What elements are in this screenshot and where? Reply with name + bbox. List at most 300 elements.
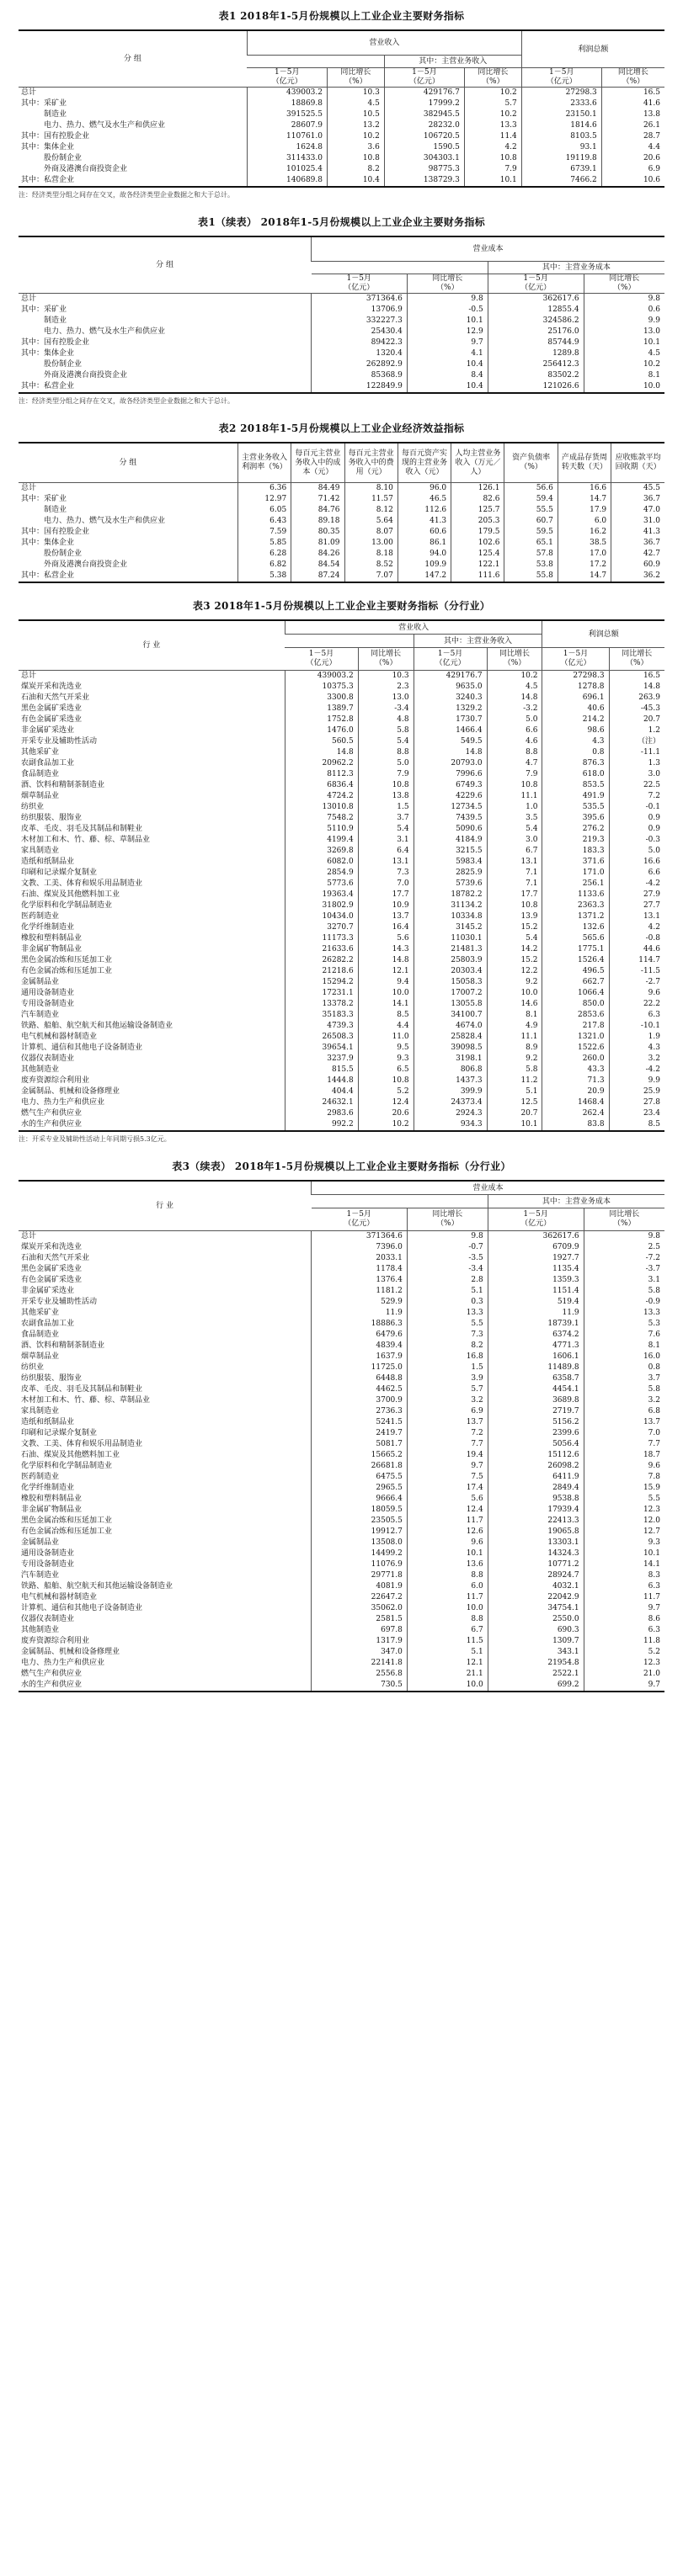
period-header: 1－5月 （亿元） [521, 68, 601, 88]
cell-value: 9.2 [487, 1054, 542, 1065]
row-label: 印刷和记录媒介复制业 [21, 1429, 98, 1437]
cell-value: 121026.6 [488, 381, 584, 393]
table-row [19, 1362, 664, 1373]
cell-value: 19912.7 [312, 1527, 408, 1538]
cell-value: 1309.7 [488, 1636, 584, 1647]
table3b-title: 表3（续表） 2018年1-5月份规模以上工业企业主要财务指标（分行业） [172, 1161, 511, 1172]
cell-value: 8.5 [358, 1010, 414, 1021]
cell-value: 362617.6 [488, 294, 584, 305]
table-row [19, 911, 664, 922]
cell-value: 11.1 [487, 791, 542, 802]
row-label: 其中：国有控股企业 [21, 528, 90, 536]
table-row [19, 1581, 664, 1592]
cell-value: 13.9 [487, 911, 542, 922]
table-row [19, 890, 664, 900]
cell-value: 4032.1 [488, 1581, 584, 1592]
cell-value: 9.7 [407, 1461, 488, 1472]
row-label: 通用设备制造业 [21, 1549, 75, 1558]
table-row [19, 1395, 664, 1406]
cell-value: 11.5 [407, 1636, 488, 1647]
cell-value: 7.9 [487, 769, 542, 780]
period-header: 1－5月 （亿元） [312, 1208, 408, 1231]
table-row [19, 560, 664, 571]
cell-value: -45.3 [609, 704, 664, 714]
cell-value: 1476.0 [285, 725, 358, 736]
table-row [19, 1021, 664, 1032]
cell-value: 36.7 [611, 538, 664, 549]
cell-value: 11.1 [487, 1032, 542, 1043]
row-label: 农副食品加工业 [21, 759, 75, 767]
row-label: 其中：私营企业 [19, 571, 237, 582]
cell-value: 690.3 [488, 1625, 584, 1636]
cell-value: 45.5 [611, 483, 664, 495]
cell-value: 6.5 [358, 1065, 414, 1076]
table-row [19, 1494, 664, 1505]
cell-value: 80.35 [291, 527, 344, 538]
cell-value: 5156.2 [488, 1417, 584, 1428]
cell-value: 38.5 [558, 538, 611, 549]
main-cost-sub: 其中：主营业务成本 [488, 262, 664, 274]
cell-value: 6.6 [609, 868, 664, 879]
cell-value: 429176.7 [414, 671, 487, 683]
row-label: 通用设备制造业 [21, 989, 75, 997]
group-header: 行 业 [19, 620, 285, 671]
cell-value: 14499.2 [312, 1548, 408, 1559]
cell-value: 391525.5 [247, 109, 327, 120]
cell-value: 11.4 [464, 131, 521, 142]
cell-value: 8.8 [407, 1614, 488, 1625]
cell-value: 59.4 [504, 494, 558, 505]
row-label: 有色金属矿采选业 [21, 715, 83, 724]
table-row [19, 682, 664, 693]
cell-value: -4.2 [609, 879, 664, 890]
cell-value: 10.4 [328, 175, 385, 187]
cell-value: 8.5 [609, 1119, 664, 1131]
cell-value: 0.3 [407, 1297, 488, 1308]
cell-value: 5.7 [407, 1384, 488, 1395]
cell-value: 214.2 [542, 714, 609, 725]
row-label: 纺织业 [21, 1363, 45, 1372]
cell-value: 16.5 [601, 88, 664, 99]
cell-value: 11.9 [488, 1308, 584, 1319]
cell-value: 304303.1 [384, 153, 464, 164]
cell-value: 28.7 [601, 131, 664, 142]
cell-value: 25828.4 [414, 1032, 487, 1043]
cell-value: -10.1 [609, 1021, 664, 1032]
cell-value: 25.9 [609, 1086, 664, 1097]
row-label: 制造业 [21, 506, 67, 514]
cell-value: 4.2 [464, 142, 521, 153]
cost-header: 营业成本 [312, 1181, 664, 1195]
cell-value: 3689.8 [488, 1395, 584, 1406]
cell-value: 42.7 [611, 549, 664, 560]
row-label: 文教、工美、体育和娱乐用品制造业 [21, 1440, 143, 1448]
cell-value: -3.5 [407, 1253, 488, 1264]
table-row [19, 693, 664, 704]
indicator-header: 每百元资产实现的主营业务收入（元） [398, 443, 451, 483]
cell-value: 65.1 [504, 538, 558, 549]
table-row [19, 153, 664, 164]
growth-header: 同比增长 （%） [487, 648, 542, 671]
cell-value: 263.9 [609, 693, 664, 704]
table-row [19, 1527, 664, 1538]
cell-value: 5081.7 [312, 1439, 408, 1450]
cell-value: 23.4 [609, 1108, 664, 1119]
cell-value: 12855.4 [488, 305, 584, 316]
cell-value: 5.1 [407, 1286, 488, 1297]
cell-value: 20962.2 [285, 758, 358, 769]
cell-value: 18739.1 [488, 1319, 584, 1330]
cell-value: 1289.8 [488, 348, 584, 359]
cell-value: 4674.0 [414, 1021, 487, 1032]
table-row [19, 769, 664, 780]
cell-value: 26508.3 [285, 1032, 358, 1043]
cell-value: 7396.0 [312, 1242, 408, 1253]
cell-value: 2.3 [358, 682, 414, 693]
cell-value: 7466.2 [521, 175, 601, 187]
cell-value: 11.8 [584, 1636, 664, 1647]
table-row [19, 1505, 664, 1516]
cell-value: 6709.9 [488, 1242, 584, 1253]
cell-value: 4.4 [601, 142, 664, 153]
row-label: 黑色金属冶炼和压延加工业 [21, 1516, 113, 1525]
cell-value: 7.0 [358, 879, 414, 890]
cell-value: 22042.9 [488, 1592, 584, 1603]
cell-value: 4839.4 [312, 1341, 408, 1352]
table-row [19, 1625, 664, 1636]
cell-value: 26098.2 [488, 1461, 584, 1472]
cell-value: 14324.3 [488, 1548, 584, 1559]
cell-value: 10.5 [328, 109, 385, 120]
row-label: 计算机、通信和其他电子设备制造业 [21, 1604, 143, 1612]
cell-value: 15058.3 [414, 977, 487, 988]
row-label: 非金属矿采选业 [21, 726, 75, 735]
cell-value: 132.6 [542, 922, 609, 933]
row-label: 其中：集体企业 [21, 143, 75, 151]
cell-value: 256412.3 [488, 359, 584, 370]
table-row [19, 1253, 664, 1264]
cell-value: 2333.6 [521, 98, 601, 109]
table-row [19, 294, 664, 305]
table-row [19, 747, 664, 758]
cell-value: 7548.2 [285, 813, 358, 824]
row-label: 外商及港澳台商投资企业 [21, 165, 128, 173]
cell-value: 7.5 [407, 1472, 488, 1483]
cell-value: 343.1 [488, 1647, 584, 1658]
cell-value: 1329.2 [414, 704, 487, 714]
cell-value: 5090.6 [414, 824, 487, 835]
cell-value: 219.3 [542, 835, 609, 846]
cell-value: 7.0 [584, 1428, 664, 1439]
cell-value: 13.7 [584, 1417, 664, 1428]
cell-value: 12.4 [358, 1097, 414, 1108]
row-label: 专用设备制造业 [21, 1560, 75, 1569]
cell-value: -0.3 [609, 835, 664, 846]
cell-value: 27.7 [609, 900, 664, 911]
row-label: 其中：采矿业 [21, 99, 67, 108]
cell-value: 9.7 [584, 1603, 664, 1614]
cell-value: 5.0 [358, 758, 414, 769]
cell-value: 11489.8 [488, 1362, 584, 1373]
cell-value: 11.0 [358, 1032, 414, 1043]
cell-value: 140689.8 [247, 175, 327, 187]
cell-value: 11.7 [584, 1592, 664, 1603]
table-row [19, 571, 664, 582]
table-row [19, 704, 664, 714]
cell-value: 496.5 [542, 966, 609, 977]
row-label: 家具制造业 [21, 847, 60, 855]
cell-value: 2033.1 [312, 1253, 408, 1264]
cell-value: 262.4 [542, 1108, 609, 1119]
cell-value: 20.9 [542, 1086, 609, 1097]
cell-value: 12.3 [584, 1505, 664, 1516]
cell-value: 4462.5 [312, 1384, 408, 1395]
row-label: 有色金属矿采选业 [21, 1276, 83, 1284]
table-row [19, 370, 664, 381]
table-row [19, 1417, 664, 1428]
cell-value: 1376.4 [312, 1275, 408, 1286]
cell-value: 1606.1 [488, 1352, 584, 1362]
cell-value: 17939.4 [488, 1505, 584, 1516]
cell-value: 0.6 [584, 305, 664, 316]
cell-value: -0.8 [609, 933, 664, 944]
cell-value: 10.9 [358, 900, 414, 911]
table3-section [0, 598, 683, 1144]
cell-value: 11.9 [312, 1308, 408, 1319]
cell-value: 347.0 [312, 1647, 408, 1658]
cell-value: 535.5 [542, 802, 609, 813]
period-header: 1－5月 （亿元） [414, 648, 487, 671]
cell-value: 12.1 [407, 1658, 488, 1669]
cell-value: 17999.2 [384, 98, 464, 109]
cell-value: 17.7 [487, 890, 542, 900]
cell-value: 60.9 [611, 560, 664, 571]
cell-value: 7.3 [407, 1330, 488, 1341]
cell-value: 934.3 [414, 1119, 487, 1131]
cell-value: 8.2 [407, 1341, 488, 1352]
row-label: 燃气生产和供应业 [21, 1109, 83, 1118]
cell-value: 16.5 [609, 671, 664, 683]
cell-value: 27298.3 [542, 671, 609, 683]
cell-value: 11.2 [487, 1076, 542, 1086]
cell-value: -0.5 [407, 305, 488, 316]
indicator-header: 人均主营业务收入（万元／人） [451, 443, 504, 483]
table2-section [0, 421, 683, 583]
cell-value: 9.8 [584, 1231, 664, 1243]
table-row [19, 1373, 664, 1384]
cell-value: 371.6 [542, 857, 609, 868]
cell-value: 8.18 [344, 549, 398, 560]
table-row [19, 846, 664, 857]
cell-value: 276.2 [542, 824, 609, 835]
cell-value: 5.0 [487, 714, 542, 725]
cell-value: 6739.1 [521, 164, 601, 175]
cell-value: 6479.6 [312, 1330, 408, 1341]
table-row [19, 1108, 664, 1119]
cell-value: 9.7 [407, 337, 488, 348]
table-row [19, 999, 664, 1010]
cell-value: 3.1 [358, 835, 414, 846]
cost-header: 营业成本 [312, 236, 664, 262]
cell-value: 12.97 [237, 494, 291, 505]
profit-header: 利润总额 [542, 620, 664, 648]
table-row [19, 1264, 664, 1275]
table-row [19, 348, 664, 359]
cell-value: 4.2 [609, 922, 664, 933]
cell-value: 21481.3 [414, 944, 487, 955]
cell-value: 11076.9 [312, 1559, 408, 1570]
table-row [19, 714, 664, 725]
table-row [19, 933, 664, 944]
cell-value: 3700.9 [312, 1395, 408, 1406]
cell-value: 9.9 [584, 316, 664, 327]
cell-value: 850.0 [542, 999, 609, 1010]
row-label: 煤炭开采和洗选业 [21, 683, 83, 691]
table2 [19, 442, 664, 583]
cell-value: 10.0 [584, 381, 664, 393]
cell-value: 83502.2 [488, 370, 584, 381]
row-label: 电力、热力、燃气及水生产和供应业 [21, 517, 166, 525]
row-label: 农副食品加工业 [21, 1320, 75, 1328]
table-row [19, 1636, 664, 1647]
cell-value: 13.7 [358, 911, 414, 922]
cell-value: 13706.9 [312, 305, 408, 316]
row-label: 其中：国有控股企业 [21, 338, 90, 347]
cell-value: 5056.4 [488, 1439, 584, 1450]
table-row [19, 1614, 664, 1625]
cell-value: 26681.8 [312, 1461, 408, 1472]
cell-value: 8.4 [407, 370, 488, 381]
cell-value: 27.9 [609, 890, 664, 900]
row-label: 其中：国有控股企业 [21, 132, 90, 141]
table-row [19, 1054, 664, 1065]
cell-value: -0.7 [407, 1242, 488, 1253]
period-header: 1－5月 （亿元） [488, 274, 584, 294]
cell-value: 59.5 [504, 527, 558, 538]
cell-value: 4081.9 [312, 1581, 408, 1592]
cell-value: 217.8 [542, 1021, 609, 1032]
cell-value: 40.6 [542, 704, 609, 714]
row-label: 废弃资源综合利用业 [21, 1637, 90, 1645]
cell-value: -2.7 [609, 977, 664, 988]
row-label: 其他制造业 [21, 1065, 60, 1074]
cell-value: 1526.4 [542, 955, 609, 966]
row-label: 化学纤维制造业 [21, 923, 75, 932]
group-header: 分 组 [19, 443, 237, 483]
cell-value: 31.0 [611, 516, 664, 527]
growth-header: 同比增长 （%） [584, 1208, 664, 1231]
cell-value: 10.0 [487, 988, 542, 999]
row-label: 木材加工和木、竹、藤、棕、草制品业 [21, 1396, 151, 1405]
table-row [19, 1461, 664, 1472]
cell-value: 0.9 [609, 813, 664, 824]
cell-value: 14.8 [609, 682, 664, 693]
table-row [19, 549, 664, 560]
cell-value: 8.6 [584, 1614, 664, 1625]
cell-value: 10334.8 [414, 911, 487, 922]
cell-value: 6.4 [358, 846, 414, 857]
cell-value: 7.8 [584, 1472, 664, 1483]
table-row [19, 527, 664, 538]
table1-section [0, 8, 683, 199]
table-row [19, 813, 664, 824]
table-row [19, 1065, 664, 1076]
cell-value: 17.7 [358, 890, 414, 900]
cell-value: 13010.8 [285, 802, 358, 813]
cell-value: 362617.6 [488, 1231, 584, 1243]
row-label: 铁路、船舶、航空航天和其他运输设备制造业 [21, 1022, 173, 1030]
cell-value: 1522.6 [542, 1043, 609, 1054]
cell-value: 12.4 [407, 1505, 488, 1516]
cell-value: 6.82 [237, 560, 291, 571]
cell-value: 662.7 [542, 977, 609, 988]
cell-value: 8.8 [487, 747, 542, 758]
cell-value: 6.28 [237, 549, 291, 560]
cell-value: 8.52 [344, 560, 398, 571]
cell-value: 183.3 [542, 846, 609, 857]
table-row [19, 977, 664, 988]
table3-title: 表3 2018年1-5月份规模以上工业企业主要财务指标（分行业） [192, 600, 491, 612]
cell-value: 13.7 [407, 1417, 488, 1428]
row-label: 专用设备制造业 [21, 1000, 75, 1008]
cell-value: 57.8 [504, 549, 558, 560]
cell-value: 10.1 [407, 1548, 488, 1559]
cell-value: 18886.3 [312, 1319, 408, 1330]
cell-value: 1444.8 [285, 1076, 358, 1086]
row-label: 非金属矿物制品业 [21, 1506, 83, 1514]
cell-value: 3240.3 [414, 693, 487, 704]
cell-value: 7.07 [344, 571, 398, 582]
cell-value: 5.2 [358, 1086, 414, 1097]
cell-value: 11.7 [407, 1516, 488, 1527]
cell-value: 15.2 [487, 955, 542, 966]
table-row [19, 955, 664, 966]
cell-value: 14.8 [358, 955, 414, 966]
cell-value: 9.3 [584, 1538, 664, 1548]
row-label: 外商及港澳台商投资企业 [21, 560, 128, 569]
cell-value: 7.7 [584, 1439, 664, 1450]
cell-value: 84.54 [291, 560, 344, 571]
cell-value: 8.8 [407, 1570, 488, 1581]
cell-value: 5.6 [358, 933, 414, 944]
cell-value: 1.3 [609, 758, 664, 769]
cell-value: 14.6 [487, 999, 542, 1010]
cell-value: 324586.2 [488, 316, 584, 327]
cell-value: 20.6 [358, 1108, 414, 1119]
cell-value: 1320.4 [312, 348, 408, 359]
cell-value: 3145.2 [414, 922, 487, 933]
table-row [19, 780, 664, 791]
cell-value: 22141.8 [312, 1658, 408, 1669]
cell-value: 19065.8 [488, 1527, 584, 1538]
table3 [19, 619, 664, 1132]
cell-value: 5241.5 [312, 1417, 408, 1428]
cell-value: 6749.3 [414, 780, 487, 791]
cell-value: 7.59 [237, 527, 291, 538]
cell-value: 60.6 [398, 527, 451, 538]
cell-value: 6411.9 [488, 1472, 584, 1483]
table-row [19, 1043, 664, 1054]
table-row [19, 381, 664, 393]
cell-value: 20.6 [601, 153, 664, 164]
main-revenue-sub: 其中：主营业务收入 [384, 56, 521, 68]
cell-value: 371364.6 [312, 294, 408, 305]
cell-value: 19.4 [407, 1450, 488, 1461]
cell-value: 9666.4 [312, 1494, 408, 1505]
cell-value: 6.43 [237, 516, 291, 527]
cell-value: 1.5 [358, 802, 414, 813]
table-row [19, 337, 664, 348]
